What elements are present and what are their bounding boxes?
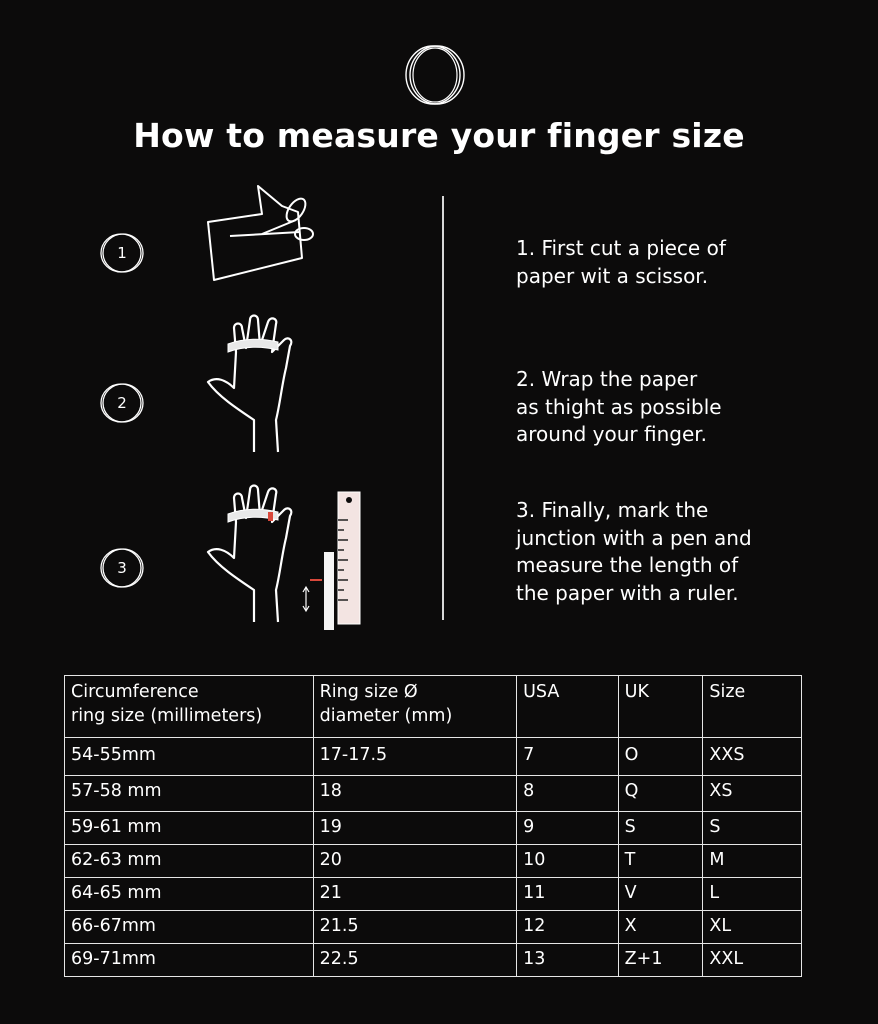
step-3-text [516, 497, 856, 607]
header-line: Circumference [71, 682, 199, 702]
table-row [65, 738, 802, 776]
step-1-line: paper wit a scissor. [516, 263, 709, 288]
page-title: How to measure your finger size [133, 116, 745, 155]
cell-diameter: 17-17.5 [313, 738, 517, 776]
cell-usa: 12 [517, 911, 619, 944]
cell-size: M [703, 845, 802, 878]
step-3-line: measure the length of [516, 553, 739, 577]
header-line: diameter (mm) [319, 706, 453, 726]
table-header-row [65, 676, 802, 738]
step-2-line: as thight as possible [516, 394, 722, 419]
table-row [65, 812, 802, 845]
cell-circumference: 59-61 mm [65, 812, 314, 845]
cell-circumference: 66-67mm [65, 911, 314, 944]
cell-diameter: 21 [313, 878, 517, 911]
step-1-text [516, 235, 856, 290]
header-uk [618, 676, 703, 738]
step-1-number: 1 [117, 244, 127, 262]
cell-uk: Q [618, 776, 703, 812]
hand-ruler-icon [200, 482, 370, 642]
header-circumference [65, 676, 314, 738]
cell-uk: Z+1 [618, 944, 703, 977]
table-row [65, 776, 802, 812]
header-size [703, 676, 802, 738]
cell-size: XS [703, 776, 802, 812]
cell-usa: 10 [517, 845, 619, 878]
header-line: Ring size Ø [319, 682, 418, 702]
cell-uk: S [618, 812, 703, 845]
header-diameter [313, 676, 517, 738]
step-2-line: 2. Wrap the paper [516, 367, 698, 391]
cell-uk: V [618, 878, 703, 911]
step-3-line: 3. Finally, mark the [516, 498, 709, 522]
header-usa [517, 676, 619, 738]
step-3-number: 3 [117, 559, 127, 577]
step-3-line: the paper with a ruler. [516, 580, 739, 605]
cell-uk: T [618, 845, 703, 878]
step-2-badge [98, 381, 146, 425]
step-1-line: 1. First cut a piece of [516, 236, 726, 260]
header-line: UK [624, 682, 649, 702]
hand-wrap-icon [200, 312, 320, 457]
table-row [65, 878, 802, 911]
cell-size: XXS [703, 738, 802, 776]
header-line: ring size (millimeters) [71, 706, 263, 726]
cell-circumference: 69-71mm [65, 944, 314, 977]
step-3-badge [98, 546, 146, 590]
cell-size: S [703, 812, 802, 845]
cell-usa: 9 [517, 812, 619, 845]
cell-circumference: 57-58 mm [65, 776, 314, 812]
header-line: Size [709, 682, 746, 702]
cell-usa: 11 [517, 878, 619, 911]
cell-size: L [703, 878, 802, 911]
step-2-line: around your finger. [516, 422, 708, 446]
cell-size: XL [703, 911, 802, 944]
vertical-divider [442, 196, 444, 620]
cell-uk: O [618, 738, 703, 776]
step-1-badge [98, 231, 146, 275]
cell-usa: 7 [517, 738, 619, 776]
table-row [65, 845, 802, 878]
ring-logo-icon [400, 44, 470, 106]
cell-circumference: 62-63 mm [65, 845, 314, 878]
ring-size-table [64, 675, 802, 977]
cell-usa: 8 [517, 776, 619, 812]
table-row [65, 911, 802, 944]
cell-diameter: 21.5 [313, 911, 517, 944]
cell-size: XXL [703, 944, 802, 977]
cell-usa: 13 [517, 944, 619, 977]
cell-diameter: 19 [313, 812, 517, 845]
cell-circumference: 54-55mm [65, 738, 314, 776]
table-row [65, 944, 802, 977]
step-3-line: junction with a pen and [516, 525, 752, 550]
cell-diameter: 20 [313, 845, 517, 878]
cell-circumference: 64-65 mm [65, 878, 314, 911]
cell-diameter: 18 [313, 776, 517, 812]
cell-diameter: 22.5 [313, 944, 517, 977]
paper-scissors-icon [200, 184, 320, 284]
step-2-number: 2 [117, 394, 127, 412]
cell-uk: X [618, 911, 703, 944]
step-2-text [516, 366, 856, 449]
header-line: USA [523, 682, 560, 702]
